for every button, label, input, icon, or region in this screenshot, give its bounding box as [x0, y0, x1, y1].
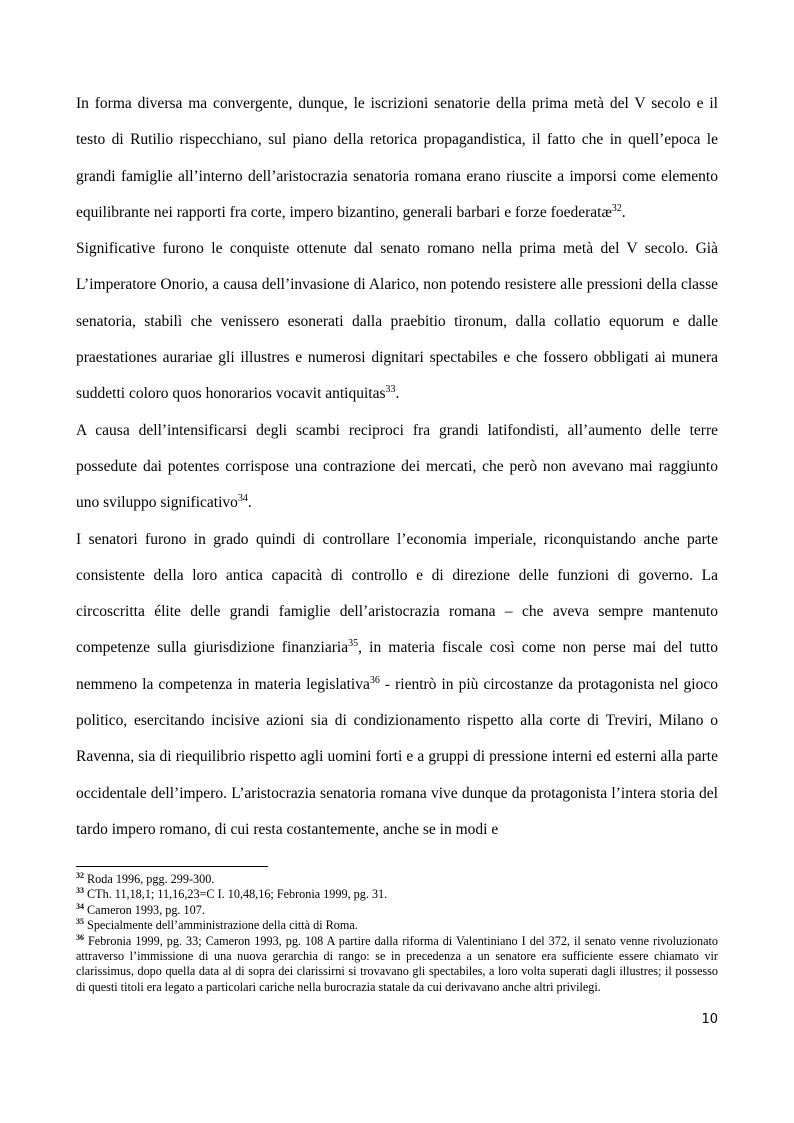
footnote-number: 34: [76, 901, 84, 911]
footnotes: [76, 872, 718, 995]
footnote-ref[interactable]: 33: [385, 384, 396, 396]
paragraph-text: A causa dell’intensificarsi degli scambi reciproci fra grandi latifondisti, all’aumento delle terre possedute dai potentes corrispose una contrazione dei mercati, che però non avevano mai raggiunto uno sviluppo significativo: [76, 421, 718, 512]
footnote: [76, 918, 718, 933]
footnote: [76, 934, 718, 996]
paragraph-text: I senatori furono in grado quindi di controllare l’economia imperiale, riconquistando anche parte consistente della loro antica capacità di controllo e di direzione delle funzioni di governo. La circoscritta élite delle grandi famiglie dell’aristocrazia romana – che aveva sempre mantenuto competenze sulla giurisdizione finanziaria: [76, 530, 718, 657]
paragraph-text: .: [395, 385, 400, 403]
footnote-text: Specialmente dell’amministrazione della città di Roma.: [84, 918, 358, 933]
footnote: [76, 903, 718, 918]
footnote-ref[interactable]: 36: [369, 674, 380, 686]
paragraph: [76, 413, 718, 522]
paragraph: [76, 86, 718, 231]
document-body: [76, 86, 718, 848]
footnote-text: Cameron 1993, pg. 107.: [84, 902, 205, 917]
footnote-ref[interactable]: 34: [237, 493, 248, 505]
paragraph-text: , in materia fiscale così come non perse mai del tutto nemmeno la competenza in materia legislativa: [76, 639, 718, 693]
footnote: [76, 872, 718, 887]
footnote-number: 35: [76, 917, 84, 927]
paragraph-text: - rientrò in più circostanze da protagonista nel gioco politico, esercitando incisive azioni sia di condizionamento rispetto alla corte di Treviri, Milano o Ravenna, sia di riequilibrio rispetto agli uomini forti e a gruppi di pressione interni ed esterni alla parte occidentale dell’impero. L’aristocrazia senatoria romana vive dunque da protagonista l’intera storia del tardo impero romano, di cui resta costantemente, anche se in modi e: [76, 675, 718, 838]
footnote-number: 32: [76, 871, 84, 880]
footnote: [76, 887, 718, 902]
footnote-ref[interactable]: 32: [611, 202, 622, 214]
paragraph-text: .: [247, 494, 252, 512]
footnote-text: Roda 1996, pgg. 299-300.: [84, 872, 215, 886]
footnote-number: 33: [76, 886, 84, 896]
footnote-number: 36: [76, 932, 84, 942]
footnote-separator: [76, 866, 268, 867]
paragraph-text: Significative furono le conquiste ottenute dal senato romano nella prima metà del V secolo. Già L’imperatore Onorio, a causa dell’invasione di Alarico, non potendo resistere alle pressioni della classe senatoria, stabilì che venissero esonerati dalla praebitio tironum, dalla collatio equorum e dalle praestationes aurariae gli illustres e numerosi dignitari spectabiles e che fossero obbligati ai munera suddetti coloro quos honorarios vocavit antiquitas: [76, 240, 718, 403]
paragraph-text: .: [621, 203, 626, 221]
footnote-text: Febronia 1999, pg. 33; Cameron 1993, pg. 108 A partire dalla riforma di Valentiniano I del 372, il senato venne rivoluzionato attraverso l’immissione di una nuova gerarchia di rango: se in precedenza a un senatore era sufficiente essere chiamato vir clarissimus, dopo quella data al di sopra dei clarissirni si trovavano gli spectabiles, a loro volta superati dagli illustres; il possesso di questi titoli era legato a particolari cariche nella burocrazia statale da cui derivavano anche altri privilegi.: [76, 933, 718, 994]
page-number: 10: [701, 1012, 718, 1027]
paragraph-text: In forma diversa ma convergente, dunque, le iscrizioni senatorie della prima metà del V secolo e il testo di Rutilio rispecchiano, sul piano della retorica propagandistica, il fatto che in quell’epoca le grandi famiglie all’interno dell’aristocrazia senatoria romana erano riuscite a imporsi come elemento equilibrante nei rapporti fra corte, impero bizantino, generali barbari e forze foederatæ: [76, 95, 718, 221]
footnote-ref[interactable]: 35: [348, 638, 359, 650]
footnote-text: CTh. 11,18,1; 11,16,23=C I. 10,48,16; Febronia 1999, pg. 31.: [84, 887, 388, 902]
paragraph: [76, 522, 718, 849]
paragraph: [76, 231, 718, 412]
main-text: [76, 86, 718, 848]
